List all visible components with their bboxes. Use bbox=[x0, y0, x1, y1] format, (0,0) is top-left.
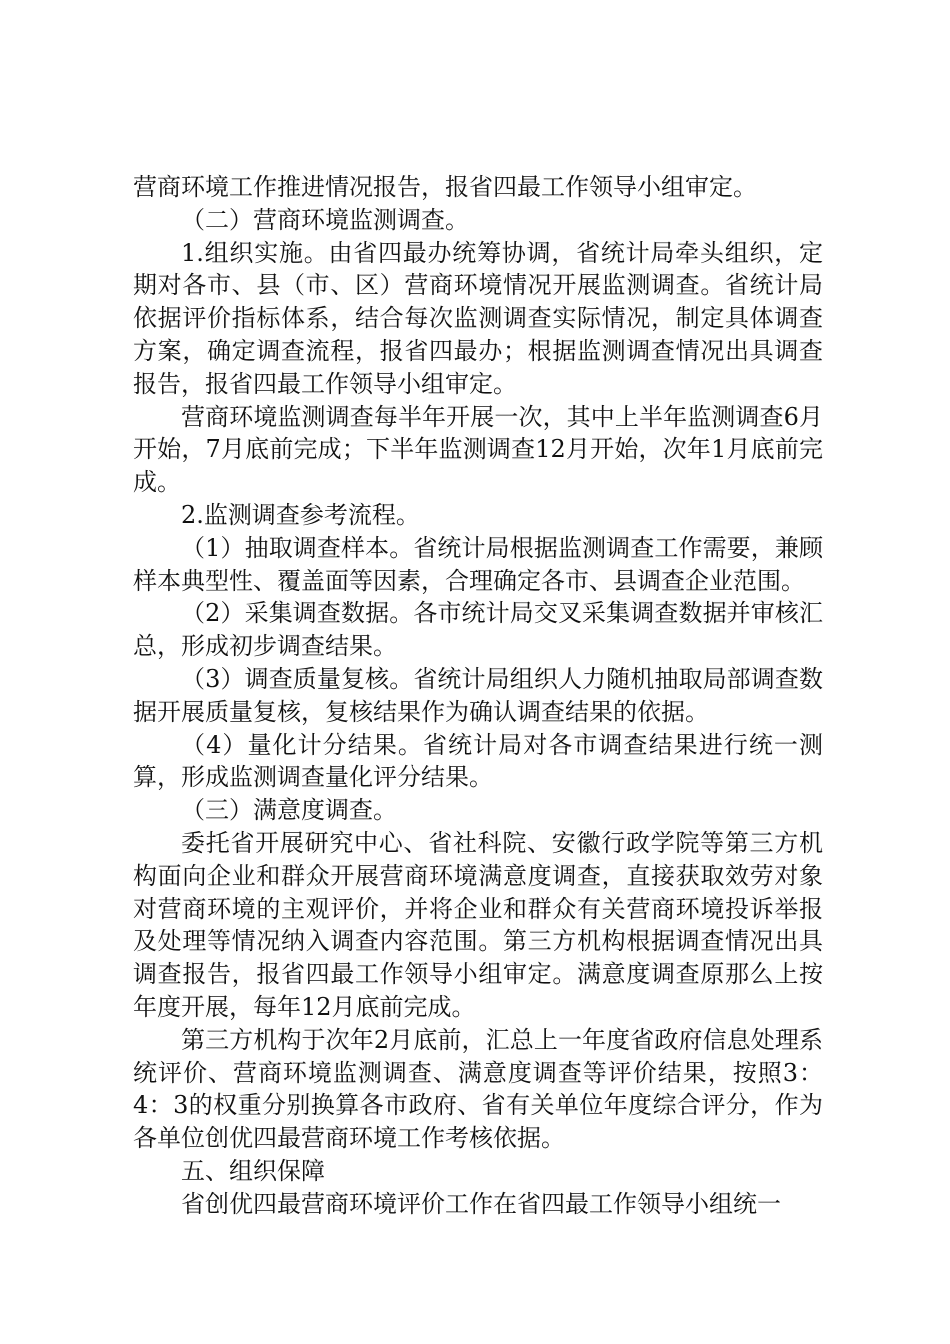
paragraph-organize-implementation: 1.组织实施。由省四最办统筹协调，省统计局牵头组织，定期对各市、县（市、区）营商环境情况开展监测调查。省统计局依据评价指标体系，结合每次监测调查实际情况，制定具体调查方案，确定调查流程，报省四最办；根据监测调查情况出具调查报告，报省四最工作领导小组审定。 bbox=[133, 238, 823, 398]
paragraph-third-party-survey: 委托省开展研究中心、省社科院、安徽行政学院等第三方机构面向企业和群众开展营商环境满意度调查，直接获取效劳对象对营商环境的主观评价，并将企业和群众有关营商环境投诉举报及处理等情况纳入调查内容范围。第三方机构根据调查情况出具调查报告，报省四最工作领导小组审定。满意度调查原那么上按年度开展，每年12月底前完成。 bbox=[133, 828, 823, 1021]
document-body bbox=[133, 171, 823, 1221]
paragraph-step-quantified-scoring: （4）量化计分结果。省统计局对各市调查结果进行统一测算，形成监测调查量化评分结果。 bbox=[133, 730, 823, 792]
paragraph-survey-schedule: 营商环境监测调查每半年开展一次，其中上半年监测调查6月开始，7月底前完成；下半年监测调查12月开始，次年1月底前完成。 bbox=[133, 402, 823, 497]
paragraph-step-data-collection: （2）采集调查数据。各市统计局交叉采集调查数据并审核汇总，形成初步调查结果。 bbox=[133, 599, 823, 661]
section-heading-monitoring-survey: （二）营商环境监测调查。 bbox=[181, 205, 469, 234]
paragraph-leadership-guarantee: 省创优四最营商环境评价工作在省四最工作领导小组统一 bbox=[181, 1189, 781, 1218]
section-heading-satisfaction-survey: （三）满意度调查。 bbox=[181, 796, 397, 825]
section-heading-organizational-guarantee: 五、组织保障 bbox=[181, 1156, 325, 1185]
paragraph-weighted-evaluation: 第三方机构于次年2月底前，汇总上一年度省政府信息处理系统评价、营商环境监测调查、满意度调查等评价结果，按照3：4：3的权重分别换算各市政府、省有关单位年度综合评分，作为各单位创优四最营商环境工作考核依据。 bbox=[133, 1025, 823, 1153]
subheading-reference-process: 2.监测调查参考流程。 bbox=[181, 500, 420, 529]
paragraph-step-sampling: （1）抽取调查样本。省统计局根据监测调查工作需要，兼顾样本典型性、覆盖面等因素，合理确定各市、县调查企业范围。 bbox=[133, 533, 823, 595]
paragraph-report-continuation: 营商环境工作推进情况报告，报省四最工作领导小组审定。 bbox=[133, 173, 757, 201]
paragraph-step-quality-review: （3）调查质量复核。省统计局组织人力随机抽取局部调查数据开展质量复核，复核结果作为确认调查结果的依据。 bbox=[133, 664, 823, 726]
